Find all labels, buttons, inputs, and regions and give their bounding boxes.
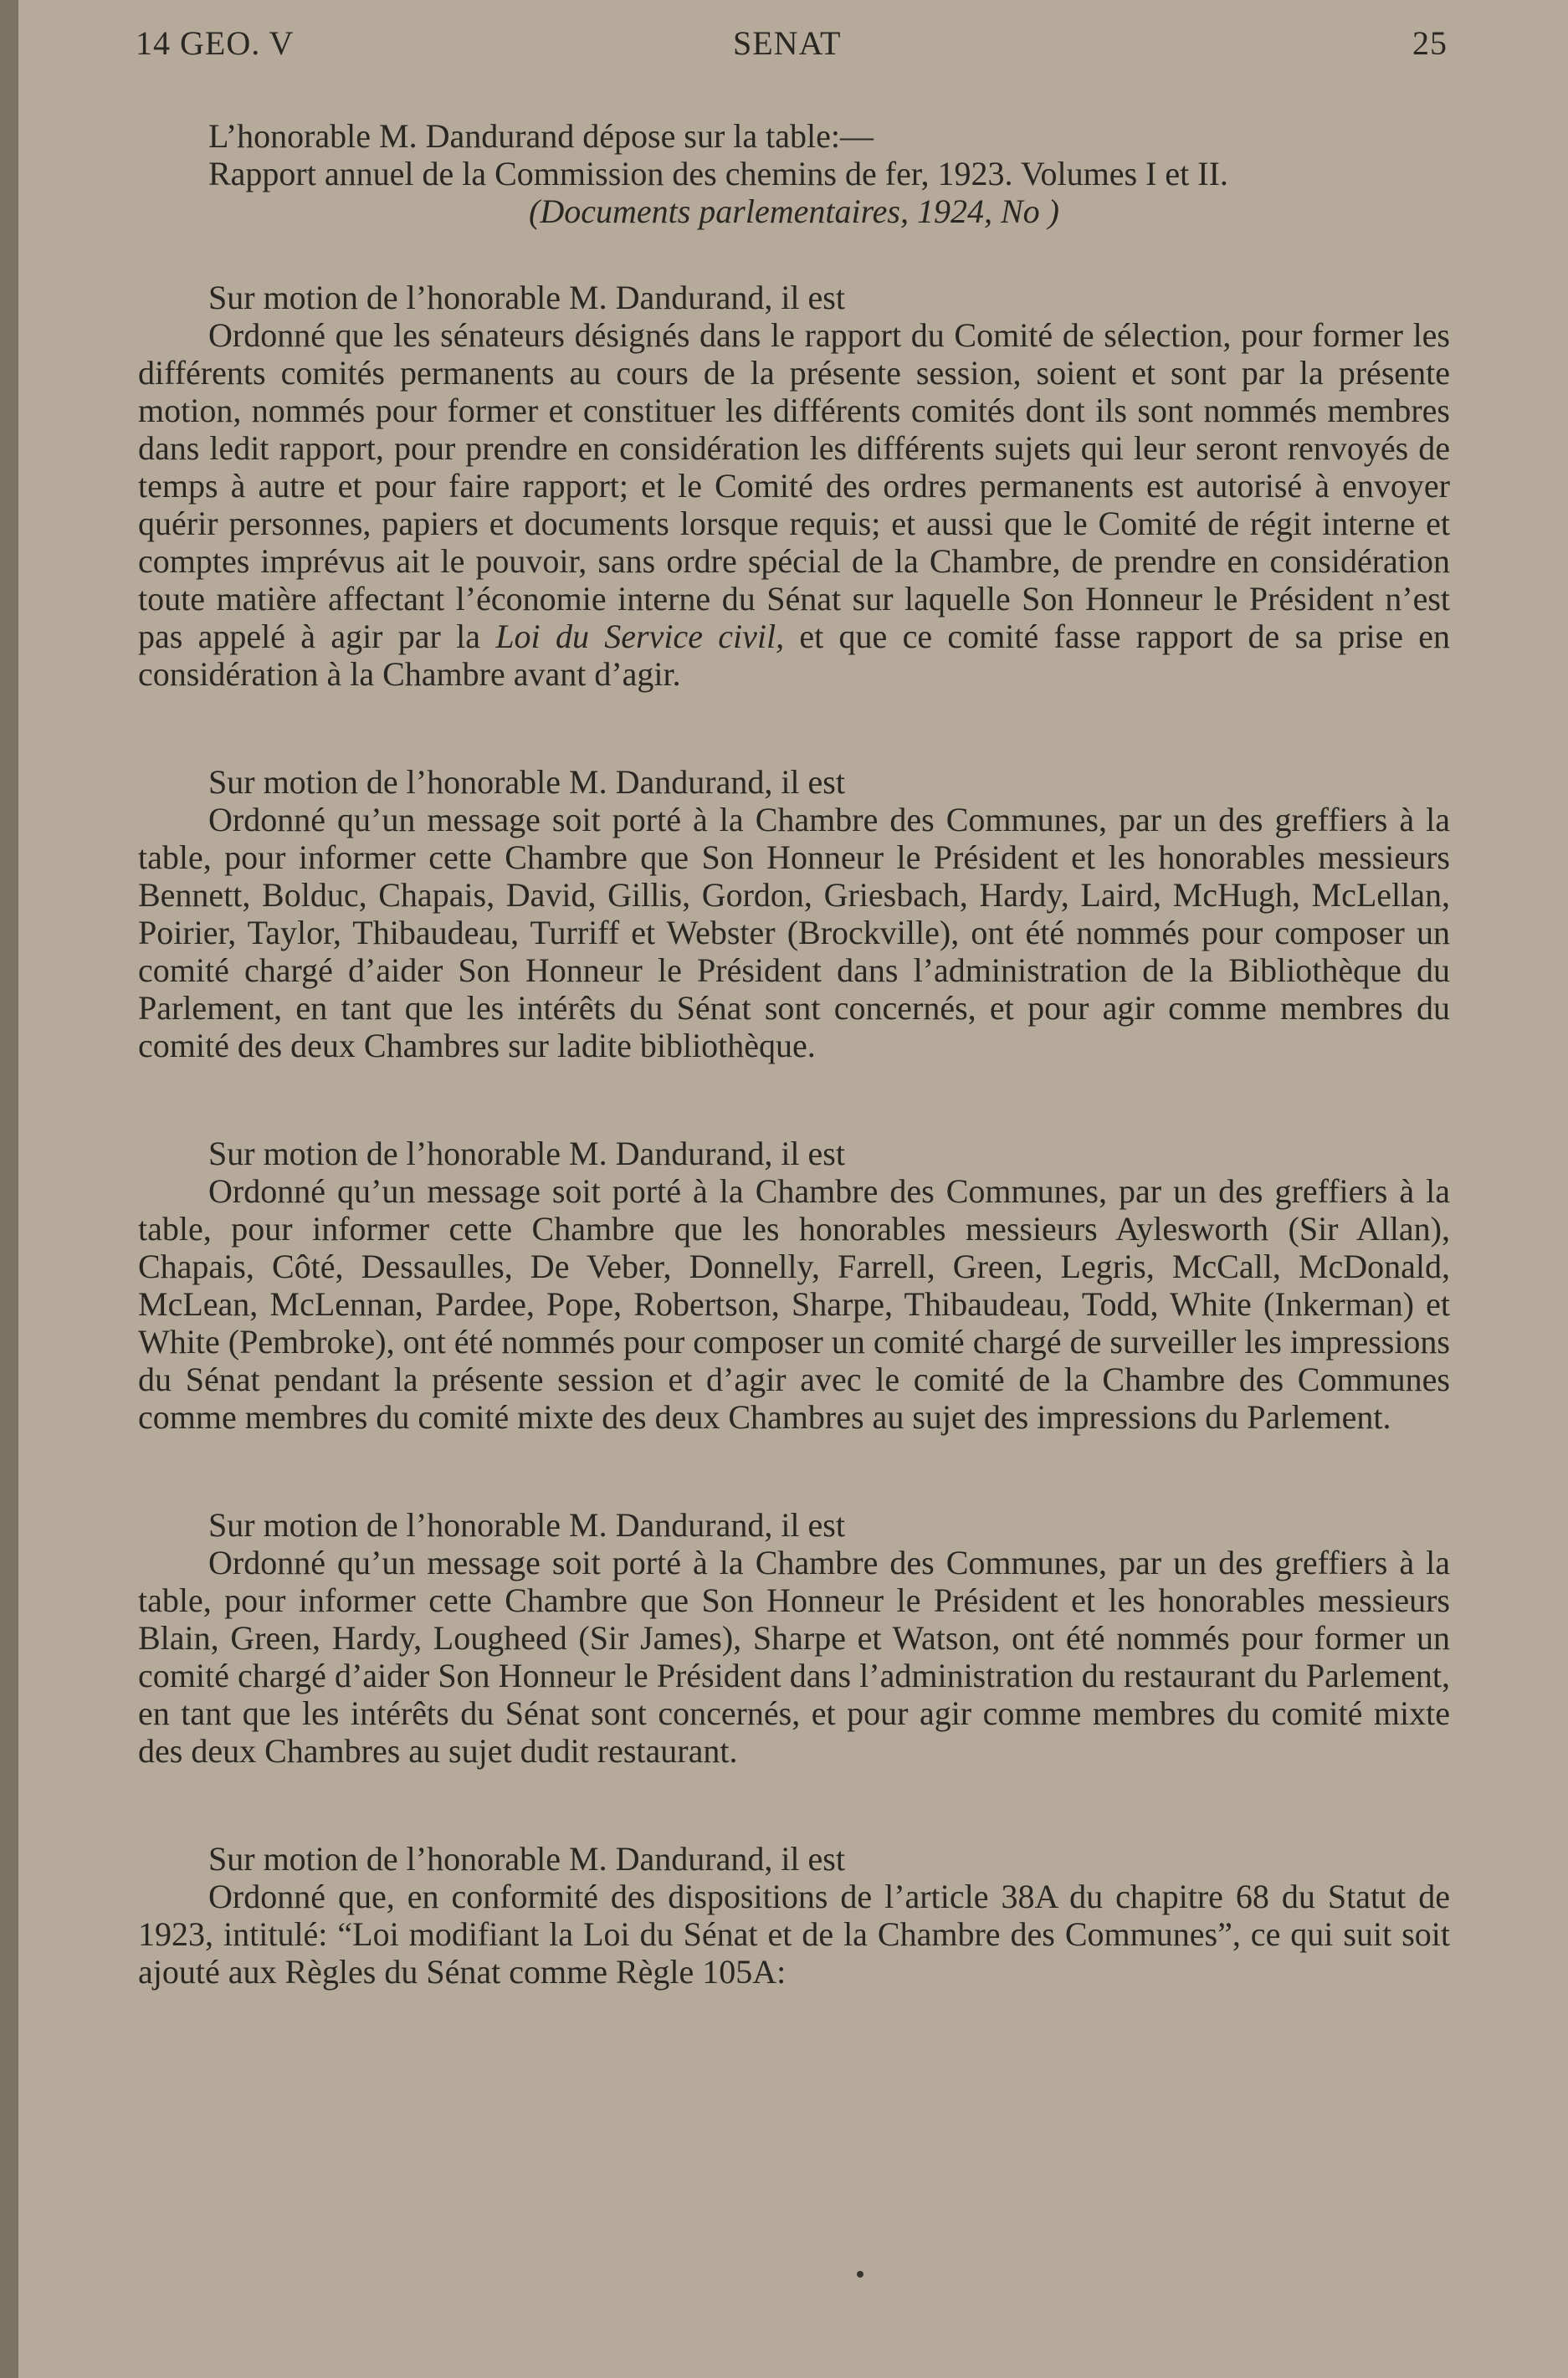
page-body (138, 117, 1450, 1991)
motion-body-text: Ordonné que les sénateurs désignés dans le rapport du Comité de sélection, pour former les différents comités permanents au cours de la présente session, soient et sont par la présente motion, nommés pour former et constituer les différents comités dont ils sont nommés membres dans ledit rapport, pour prendre en considération les différents sujets qui leur seront renvoyés de temps à autre et pour faire rapport; et le Comité des ordres permanents est autorisé à envoyer quérir personnes, papiers et documents lorsque requis; et aussi que le Comité de régit interne et comptes imprévus ait le pouvoir, sans ordre spécial de la Chambre, de prendre en considération toute matière affectant l’économie interne du Sénat sur laquelle Son Honneur le Président n’est pas appelé à agir par la (138, 316, 1450, 655)
motion-body-italic: Loi du Service civil, (495, 618, 785, 655)
header-session: 14 GEO. V (136, 24, 295, 62)
motion-body: Ordonné qu’un message soit porté à la Chambre des Communes, par un des greffiers à la table, pour informer cette Chambre que les honorables messieurs Aylesworth (Sir Allan), Chapais, Côté, Dessaulles, De Veber, Donnelly, Farrell, Green, Legris, McCall, McDonald, McLean, McLennan, Pardee, Pope, Robertson, Sharpe, Thibaudeau, Todd, White (Inkerman) et White (Pembroke), ont été nommés pour composer un comité chargé de surveiller les impressions du Sénat pendant la présente session et d’agir avec le comité de la Chambre des Communes comme membres du comité mixte des deux Chambres au sujet des impressions du Parlement. (138, 1172, 1450, 1436)
print-mark (857, 2271, 863, 2278)
motion-heading: Sur motion de l’honorable M. Dandurand, il est (208, 1506, 845, 1544)
motion-body: Ordonné qu’un message soit porté à la Chambre des Communes, par un des greffiers à la table, pour informer cette Chambre que Son Honneur le Président et les honorables messieurs Bennett, Bolduc, Chapais, David, Gillis, Gordon, Griesbach, Hardy, Laird, McHugh, McLellan, Poirier, Taylor, Thibaudeau, Turriff et Webster (Brockville), ont été nommés pour composer un comité chargé d’aider Son Honneur le Président dans l’administration de la Bibliothèque du Parlement, en tant que les intérêts du Sénat sont concernés, et pour agir comme membres du comité des deux Chambres sur ladite bibliothèque. (138, 801, 1450, 1064)
motion-heading: Sur motion de l’honorable M. Dandurand, il est (208, 279, 845, 316)
motion-heading: Sur motion de l’honorable M. Dandurand, il est (208, 763, 845, 801)
intro-line: L’honorable M. Dandurand dépose sur la table:— (208, 117, 874, 155)
page-header (136, 23, 1448, 69)
documents-reference-text: (Documents parlementaires, 1924, No ) (529, 192, 1059, 230)
motion-body: Ordonné que, en conformité des dispositions de l’article 38A du chapitre 68 du Statut de 1923, intitulé: “Loi modifiant la Loi du Sénat et de la Chambre des Communes”, ce qui suit soit ajouté aux Règles du Sénat comme Règle 105A: (138, 1878, 1450, 1991)
header-title: SENAT (733, 24, 842, 62)
page-number: 25 (1412, 24, 1448, 62)
motion-heading: Sur motion de l’honorable M. Dandurand, il est (208, 1135, 845, 1172)
documents-reference (138, 192, 1450, 230)
motion-body (138, 316, 1450, 693)
motion-heading: Sur motion de l’honorable M. Dandurand, il est (208, 1840, 845, 1878)
intro-report: Rapport annuel de la Commission des chemins de fer, 1923. Volumes I et II. (208, 155, 1228, 192)
binding-edge (0, 0, 18, 2378)
motion-body-text: et que ce comité fasse rapport de sa prise en considération à la Chambre avant d’agir. (138, 618, 1451, 693)
motion-body: Ordonné qu’un message soit porté à la Chambre des Communes, par un des greffiers à la table, pour informer cette Chambre que Son Honneur le Président et les honorables messieurs Blain, Green, Hardy, Lougheed (Sir James), Sharpe et Watson, ont été nommés pour former un comité chargé d’aider Son Honneur le Président dans l’administration du restaurant du Parlement, en tant que les intérêts du Sénat sont concernés, et pour agir comme membres du comité mixte des deux Chambres au sujet dudit restaurant. (138, 1544, 1450, 1770)
